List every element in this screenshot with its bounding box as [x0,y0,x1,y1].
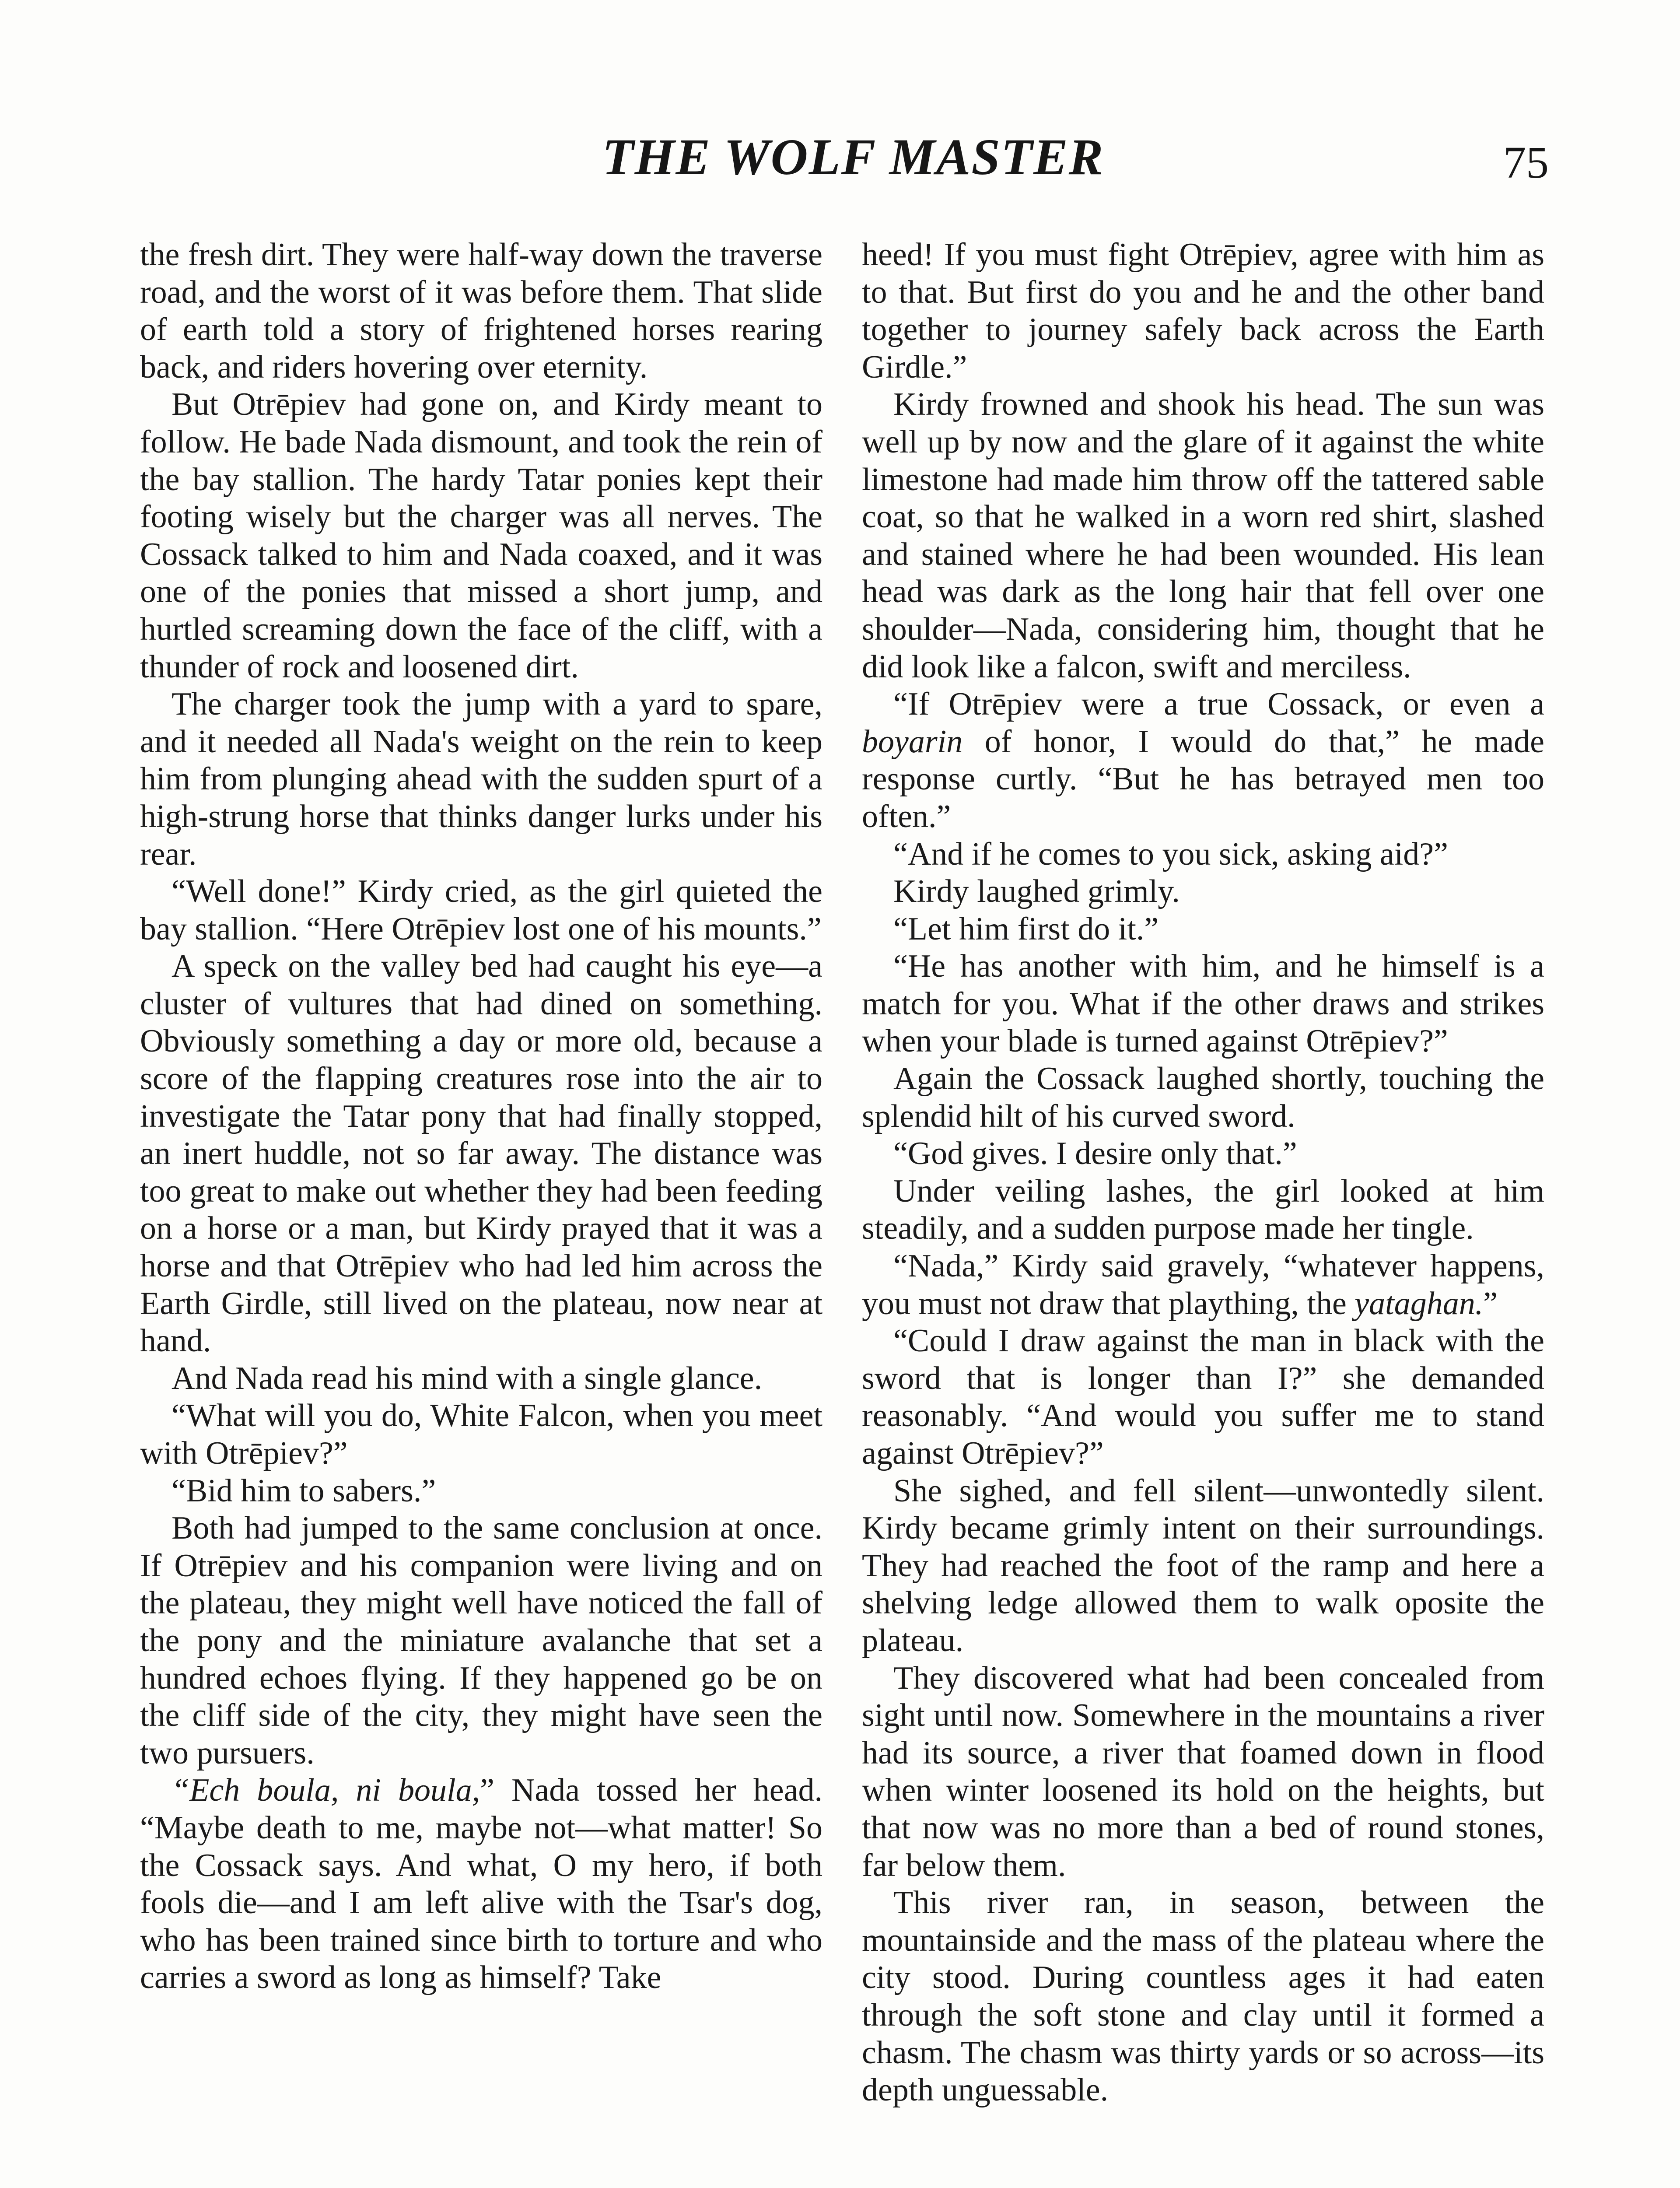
paragraph: She sighed, and fell silent—unwontedly silent. Kirdy became grimly intent on their surroundings. They had reached the foot of the ramp and here a shelving ledge allowed them to walk oposite the plateau. [862,1473,1544,1659]
paragraph: But Otrēpiev had gone on, and Kirdy meant to follow. He bade Nada dismount, and took the rein of the bay stallion. The hardy Tatar ponies kept their footing wisely but the charger was all nerves. The Cossack talked to him and Nada coaxed, and it was one of the ponies that missed a short jump, and hurtled screaming down the face of the cliff, with a thunder of rock and loosened dirt. [140,386,822,685]
paragraph: Again the Cossack laughed shortly, touching the splendid hilt of his curved sword. [862,1061,1544,1134]
italic-word: yataghan. [1354,1285,1484,1322]
paragraph: They discovered what had been concealed from sight until now. Somewhere in the mountains a river had its source, a river that foamed down in flood when winter loosened its hold on the heights, but that now was no more than a bed of round stones, far below them. [862,1660,1544,1883]
paragraph: “He has another with him, and he himself is a match for you. What if the other draws and strikes when your blade is turned against Otrēpiev?” [862,948,1544,1059]
paragraph: Under veiling lashes, the girl looked at him steadily, and a sudden purpose made her tingle. [862,1173,1544,1247]
paragraph: “God gives. I desire only that.” [893,1136,1297,1172]
paragraph [862,1248,1544,1322]
paragraph: The charger took the jump with a yard to spare, and it needed all Nada's weight on the rein to keep him from plunging ahead with the sudden spurt of a high-strung horse that thinks danger lurks under his rear. [140,686,822,872]
paragraph: A speck on the valley bed had caught his eye—a cluster of vultures that had dined on something. Obviously something a day or more old, because a score of the flapping creatures rose into the air to investigate the Tatar pony that had finally stopped, an inert huddle, not so far away. The distance was too great to make out whether they had been feeding on a horse or a man, but Kirdy prayed that it was a horse and that Otrēpiev who had led him across the Earth Girdle, still lived on the plateau, now near at hand. [140,948,822,1359]
paragraph [140,1772,822,1997]
page-number: 75 [1503,137,1549,188]
paragraph-text: of honor, I would do that,” he made response curtly. “But he has betrayed men too often.” [862,723,1544,835]
paragraph-text: ” Nada tossed her head. “Maybe death to me, maybe not—what matter! So the Cossack says. And what, O my hero, if both fools die—and I am left alive with the Tsar's dog, who has been trained since birth to torture and who carries a sword as long as himself? Take [140,1772,822,1996]
paragraph: “Bid him to sabers.” [172,1473,436,1509]
paragraph: This river ran, in season, between the mountainside and the mass of the plateau where the city stood. During countless ages it had eaten through the soft stone and clay until it formed a chasm. The chasm was thirty yards or so across—its depth unguessable. [862,1885,1544,2108]
paragraph-text: “Nada,” Kirdy said gravely, “whatever happens, you must not draw that plaything, the [862,1248,1544,1322]
italic-word: boyarin [862,723,963,760]
paragraph: “What will you do, White Falcon, when you meet with Otrēpiev?” [140,1398,822,1471]
paragraph: “Well done!” Kirdy cried, as the girl quieted the bay stallion. “Here Otrēpiev lost one of his mounts.” [140,873,822,947]
paragraph: Kirdy frowned and shook his head. The sun was well up by now and the glare of it against the white limestone had made him throw off the tattered sable coat, so that he walked in a worn red shirt, slashed and stained where he had been wounded. His lean head was dark as the long hair that fell over one shoulder—Nada, considering him, thought that he did look like a falcon, swift and merciless. [862,386,1544,685]
running-title: THE WOLF MASTER [602,128,1104,186]
left-column [140,236,822,1997]
italic-phrase: “Ech boula, ni boula, [172,1772,480,1809]
paragraph: heed! If you must fight Otrēpiev, agree with him as to that. But first do you and he and the other band together to journey safely back across the Earth Girdle.” [862,237,1544,385]
paragraph-text: ” [1483,1285,1498,1322]
paragraph: the fresh dirt. They were half-way down the traverse road, and the worst of it was before them. That slide of earth told a story of frightened horses rearing back, and riders hovering over eternity. [140,237,822,385]
paragraph: Both had jumped to the same conclusion at once. If Otrēpiev and his companion were living and on the plateau, they might well have noticed the fall of the pony and the miniature avalanche that set a hundred echoes flying. If they happened go be on the cliff side of the city, they might have seen the two pursuers. [140,1510,822,1771]
paragraph-text: “If Otrēpiev were a true Cossack, or even a [893,686,1544,722]
paragraph: “And if he comes to you sick, asking aid?” [893,836,1448,872]
paragraph: Kirdy laughed grimly. [893,873,1180,910]
paragraph [862,686,1544,835]
paragraph: And Nada read his mind with a single glance. [172,1360,763,1396]
paragraph: “Could I draw against the man in black with the sword that is longer than I?” she demanded reasonably. “And would you suffer me to stand against Otrēpiev?” [862,1323,1544,1471]
paragraph: “Let him first do it.” [893,911,1159,947]
right-column [862,236,1544,2109]
